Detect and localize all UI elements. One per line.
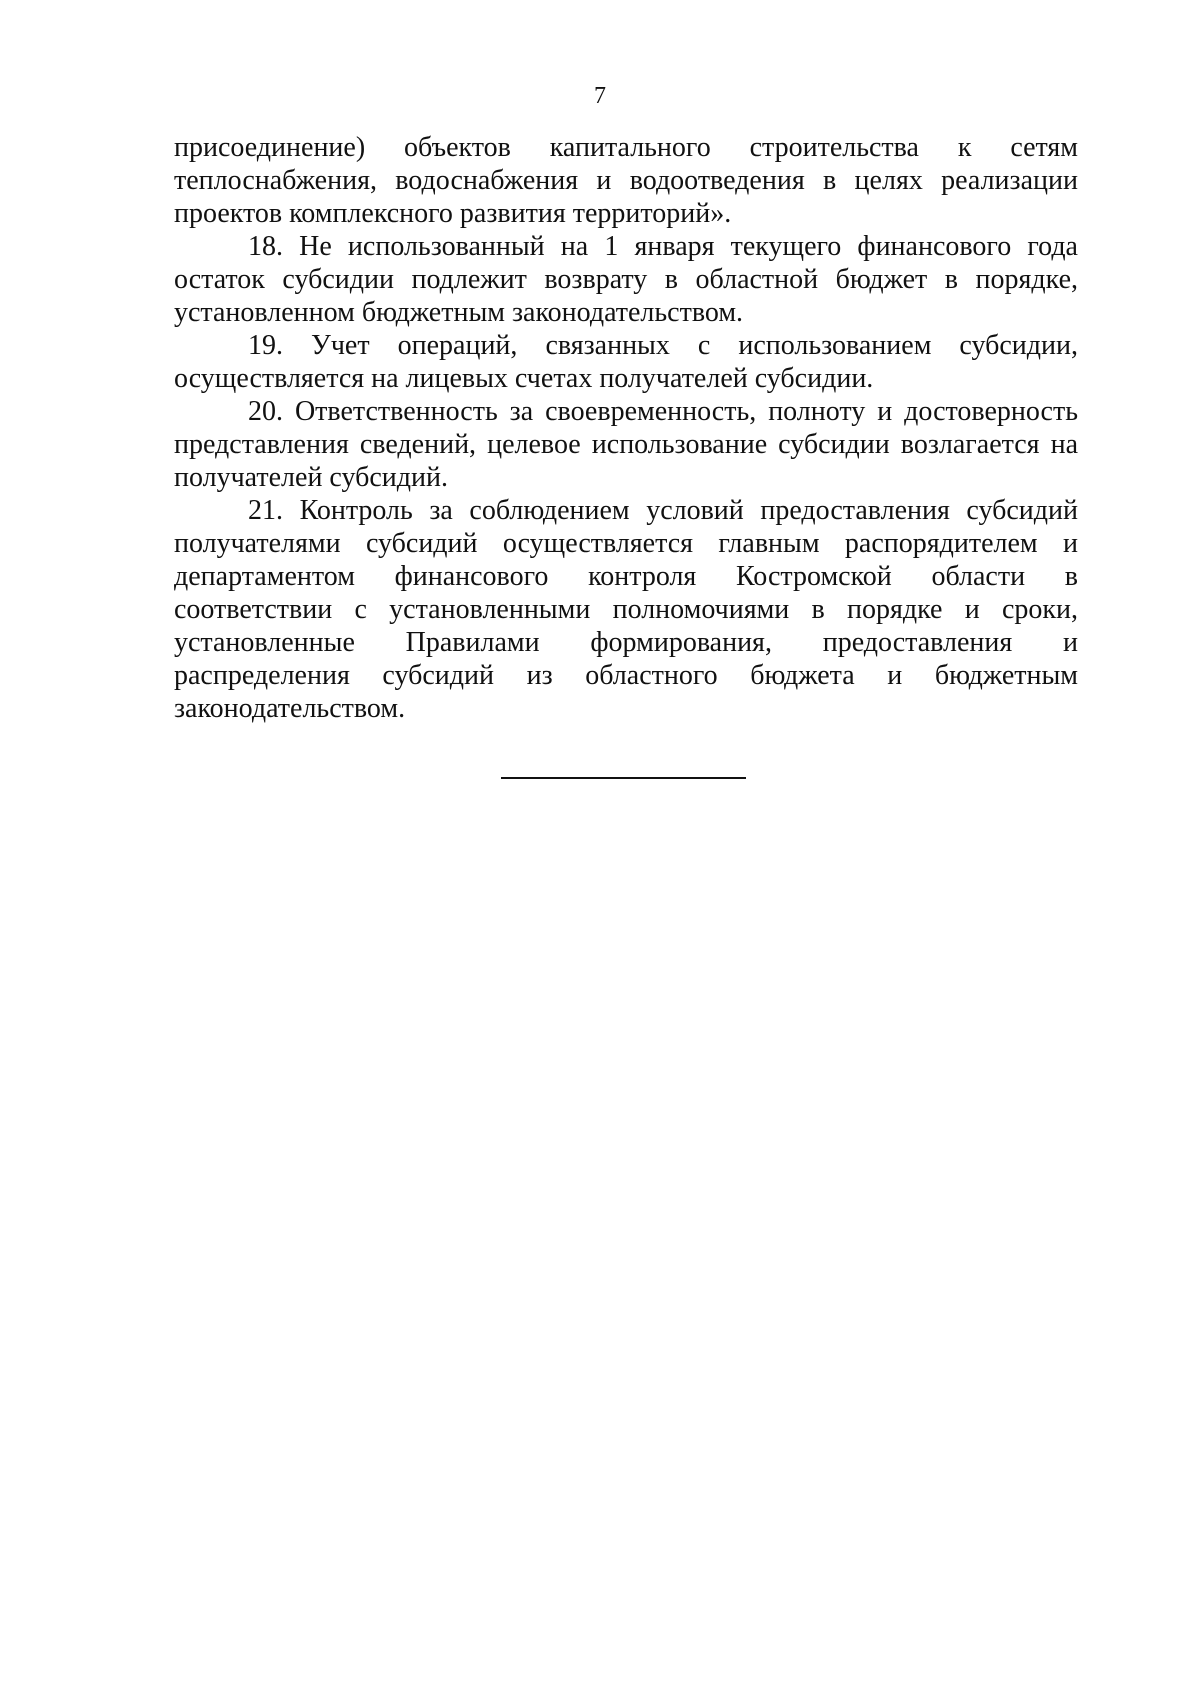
page-number: 7 <box>594 83 606 109</box>
document-body <box>174 131 1078 725</box>
closing-divider-line <box>501 777 746 779</box>
paragraph-18: 18. Не использованный на 1 января текущего финансового года остаток субсидии подлежит возврату в областной бюджет в порядке, установленном бюджетным законодательством. <box>174 231 1078 328</box>
paragraph-21: 21. Контроль за соблюдением условий предоставления субсидий получателями субсидий осуществляется главным распорядителем и департаментом финансового контроля Костромской области в соответствии с установленными полномочиями в порядке и сроки, установленные Правилами формирования, предоставления и распределения субсидий из областного бюджета и бюджетным законодательством. <box>174 495 1078 724</box>
paragraph-20: 20. Ответственность за своевременность, полноту и достоверность представления сведений, целевое использование субсидии возлагается на получателей субсидий. <box>174 396 1078 493</box>
paragraph-19: 19. Учет операций, связанных с использованием субсидии, осуществляется на лицевых счетах получателей субсидии. <box>174 330 1078 394</box>
paragraph-continuation: присоединение) объектов капитального строительства к сетям теплоснабжения, водоснабжения и водоотведения в целях реализации проектов комплексного развития территорий». <box>174 132 1078 229</box>
